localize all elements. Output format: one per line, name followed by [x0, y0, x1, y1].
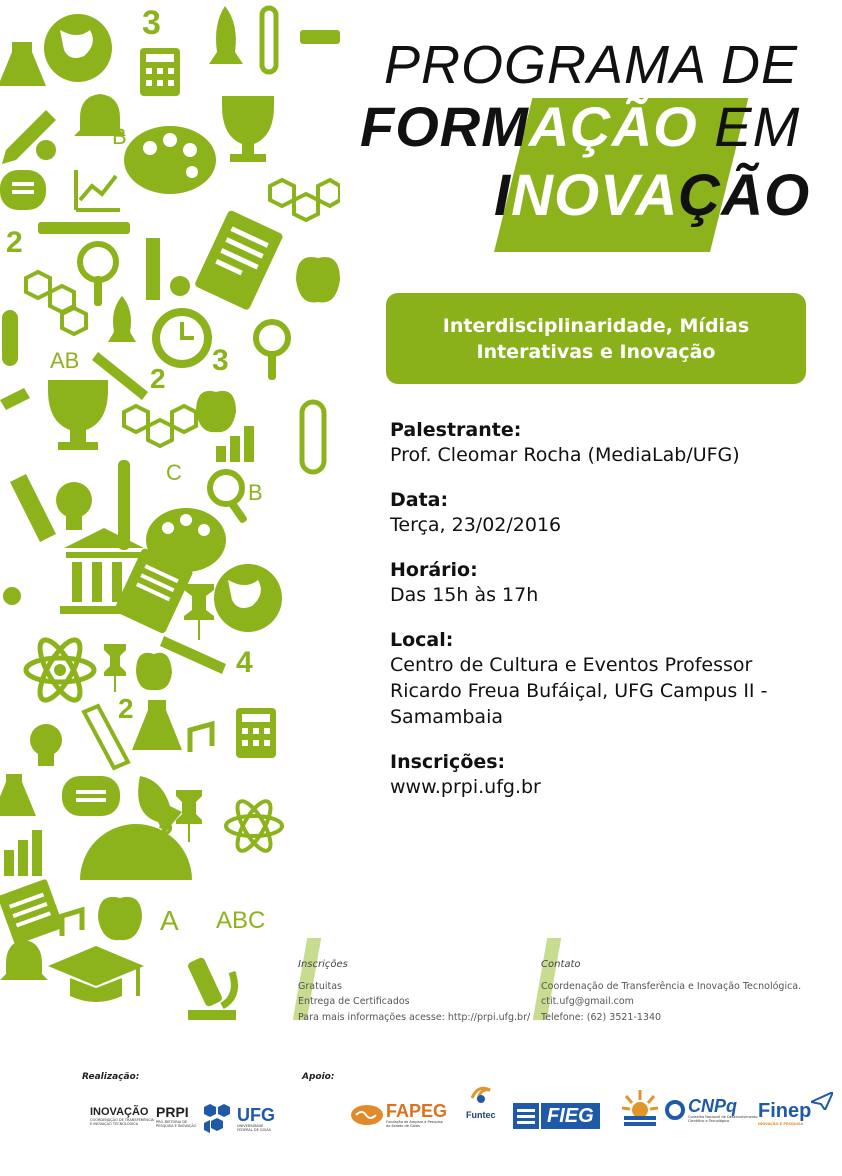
place-line-2: Ricardo Freua Bufáiçal, UFG Campus II - — [390, 680, 768, 702]
pushpin-icon — [176, 790, 202, 842]
test-tube-icon — [302, 402, 324, 472]
rocket-icon — [209, 6, 243, 64]
time-block — [390, 558, 820, 608]
time-label: Horário: — [390, 559, 478, 581]
globe-icon — [214, 564, 282, 632]
speaker-label: Palestrante: — [390, 419, 522, 441]
bar-chart-icon — [4, 830, 42, 876]
art-glyph: 2 — [6, 226, 23, 259]
flask-icon — [0, 774, 36, 816]
signup-label: Inscrições: — [390, 751, 506, 773]
subtitle-line-2: Interativas e Inovação — [476, 340, 716, 363]
pushpin-icon — [184, 584, 214, 640]
cnpq-ring-icon — [664, 1099, 686, 1121]
funtec-swirl-icon — [468, 1084, 494, 1106]
signup-block — [390, 750, 820, 800]
finep-plane-icon — [811, 1092, 833, 1110]
title-line-1: PROGRAMA DE — [384, 35, 799, 95]
footer-contact — [541, 957, 801, 1025]
logo-cnpq: CNPq Conselho Nacional de Desenvolvimento Científico e Tecnológico — [664, 1097, 758, 1123]
place-line-3: Samambaia — [390, 706, 503, 728]
molecule-icon — [270, 180, 340, 220]
test-tube-icon — [262, 8, 276, 72]
apple-icon — [196, 391, 236, 432]
magnifier-icon — [80, 244, 116, 306]
music-note-icon — [190, 724, 212, 752]
place-block — [390, 628, 820, 730]
flask-icon — [0, 42, 46, 86]
art-glyph: ABC — [216, 907, 266, 934]
logo-sun-emblem — [620, 1088, 660, 1130]
test-tube-icon — [2, 310, 18, 366]
art-glyph: 2 — [150, 363, 166, 394]
molecule-icon — [26, 272, 86, 334]
notepad-icon — [0, 879, 64, 946]
globe-icon — [44, 14, 112, 82]
rocket-icon — [108, 296, 136, 342]
document-icon — [194, 209, 284, 310]
date-value: Terça, 23/02/2016 — [390, 514, 562, 536]
pencil-icon — [146, 238, 160, 300]
footer-signup-link[interactable]: Para mais informações acesse: http://prpi.ufg.br/ — [298, 1011, 531, 1023]
logo-finep: Finep INOVAÇÃO E PESQUISA — [758, 1092, 833, 1126]
title-line-3: INOVAÇÃO — [494, 163, 811, 228]
magnifier-icon — [210, 472, 248, 524]
art-glyph: 3 — [142, 4, 161, 42]
clock-icon — [152, 308, 212, 368]
signup-link[interactable]: www.prpi.ufg.br — [390, 776, 541, 798]
gear-icon — [36, 140, 56, 160]
art-glyph: C — [166, 460, 182, 485]
graduation-cap-icon — [48, 946, 144, 1002]
molecule-icon — [124, 406, 196, 446]
art-glyph: 4 — [236, 646, 253, 679]
speech-bubble-icon — [0, 170, 46, 210]
event-info — [390, 418, 820, 820]
pencil-icon — [300, 30, 340, 44]
footer-contact-email[interactable]: ctit.ufg@gmail.com — [541, 996, 634, 1007]
test-tube-icon — [10, 474, 56, 542]
footer-signup-heading: Inscrições — [298, 959, 348, 970]
place-line-1: Centro de Cultura e Eventos Professor — [390, 654, 753, 676]
education-icons-illustration — [0, 0, 340, 1060]
art-glyph: A — [160, 905, 179, 936]
art-glyph: B — [248, 480, 263, 505]
apoio-label: Apoio: — [302, 1072, 335, 1082]
speaker-value: Prof. Cleomar Rocha (MediaLab/UFG) — [390, 444, 740, 466]
apple-icon — [98, 897, 142, 940]
speech-bubble-icon — [62, 776, 120, 816]
apple-icon — [296, 257, 340, 303]
protractor-icon — [80, 824, 192, 880]
footer-signup-line: Gratuitas — [298, 980, 342, 992]
logo-ufg: UFG UNIVERSIDADE FEDERAL DE GOIÁS — [202, 1102, 275, 1136]
lightbulb-icon — [30, 724, 62, 766]
ufg-hexagon-icon — [202, 1102, 234, 1136]
atom-core — [54, 664, 66, 676]
fieg-emblem-icon — [513, 1103, 539, 1129]
realizacao-label: Realização: — [82, 1072, 140, 1082]
art-glyph: 3 — [212, 344, 229, 377]
art-glyph: B — [112, 124, 127, 149]
flask-icon — [132, 700, 182, 750]
gear-icon — [170, 276, 190, 296]
line-chart-icon — [76, 170, 120, 210]
lightbulb-icon — [56, 482, 92, 530]
footer-contact-line: Coordenação de Transferência e Inovação Tecnológica. — [541, 980, 802, 992]
subtitle-line-1: Interdisciplinaridade, Mídias — [442, 314, 750, 337]
pencil-icon — [38, 222, 130, 234]
date-label: Data: — [390, 489, 449, 511]
trophy-icon — [222, 96, 274, 162]
place-label: Local: — [390, 629, 454, 651]
bell-icon — [0, 940, 48, 980]
art-glyph: AB — [50, 348, 80, 373]
fapeg-brain-icon — [350, 1104, 384, 1126]
logo-fapeg: FAPEG Fundação de Amparo à Pesquisa do Estado de Goiás — [350, 1102, 447, 1128]
footer-contact-phone: Telefone: (62) 3521-1340 — [541, 1011, 662, 1023]
calculator-icon — [236, 708, 276, 758]
logo-fieg: FIEG — [513, 1103, 600, 1129]
speaker-block — [390, 418, 820, 468]
art-glyph: 2 — [118, 693, 134, 724]
title-line-2: FORMAÇÃO EM — [360, 95, 801, 158]
gear-icon — [3, 587, 21, 605]
magnifier-icon — [256, 322, 288, 380]
pushpin-icon — [104, 644, 126, 692]
footer-signup-line: Entrega de Certificados — [298, 996, 410, 1007]
logo-prpi: PRPI PRÓ-REITORIA DE PESQUISA E INOVAÇÃO — [156, 1104, 197, 1128]
sun-emblem-icon — [620, 1088, 660, 1130]
art-glyph: 2 — [158, 817, 174, 848]
logo-funtec: Funtec — [466, 1084, 496, 1120]
time-value: Das 15h às 17h — [390, 584, 539, 606]
subtitle-banner — [386, 293, 806, 384]
footer-contact-heading: Contato — [541, 959, 581, 970]
palette-icon — [124, 126, 216, 194]
music-note-icon — [62, 910, 82, 936]
pen-icon — [0, 388, 30, 410]
trophy-icon — [48, 380, 108, 450]
logo-inovacao: INOVAÇÃO COORDENAÇÃO DE TRANSFERÊNCIA E INOVAÇÃO TECNOLÓGICA — [90, 1106, 154, 1126]
calculator-icon — [140, 48, 180, 96]
footer-signup — [298, 957, 530, 1025]
date-block — [390, 488, 820, 538]
atom-icon — [226, 797, 282, 855]
apple-icon — [136, 653, 172, 690]
microscope-icon — [187, 956, 236, 1020]
